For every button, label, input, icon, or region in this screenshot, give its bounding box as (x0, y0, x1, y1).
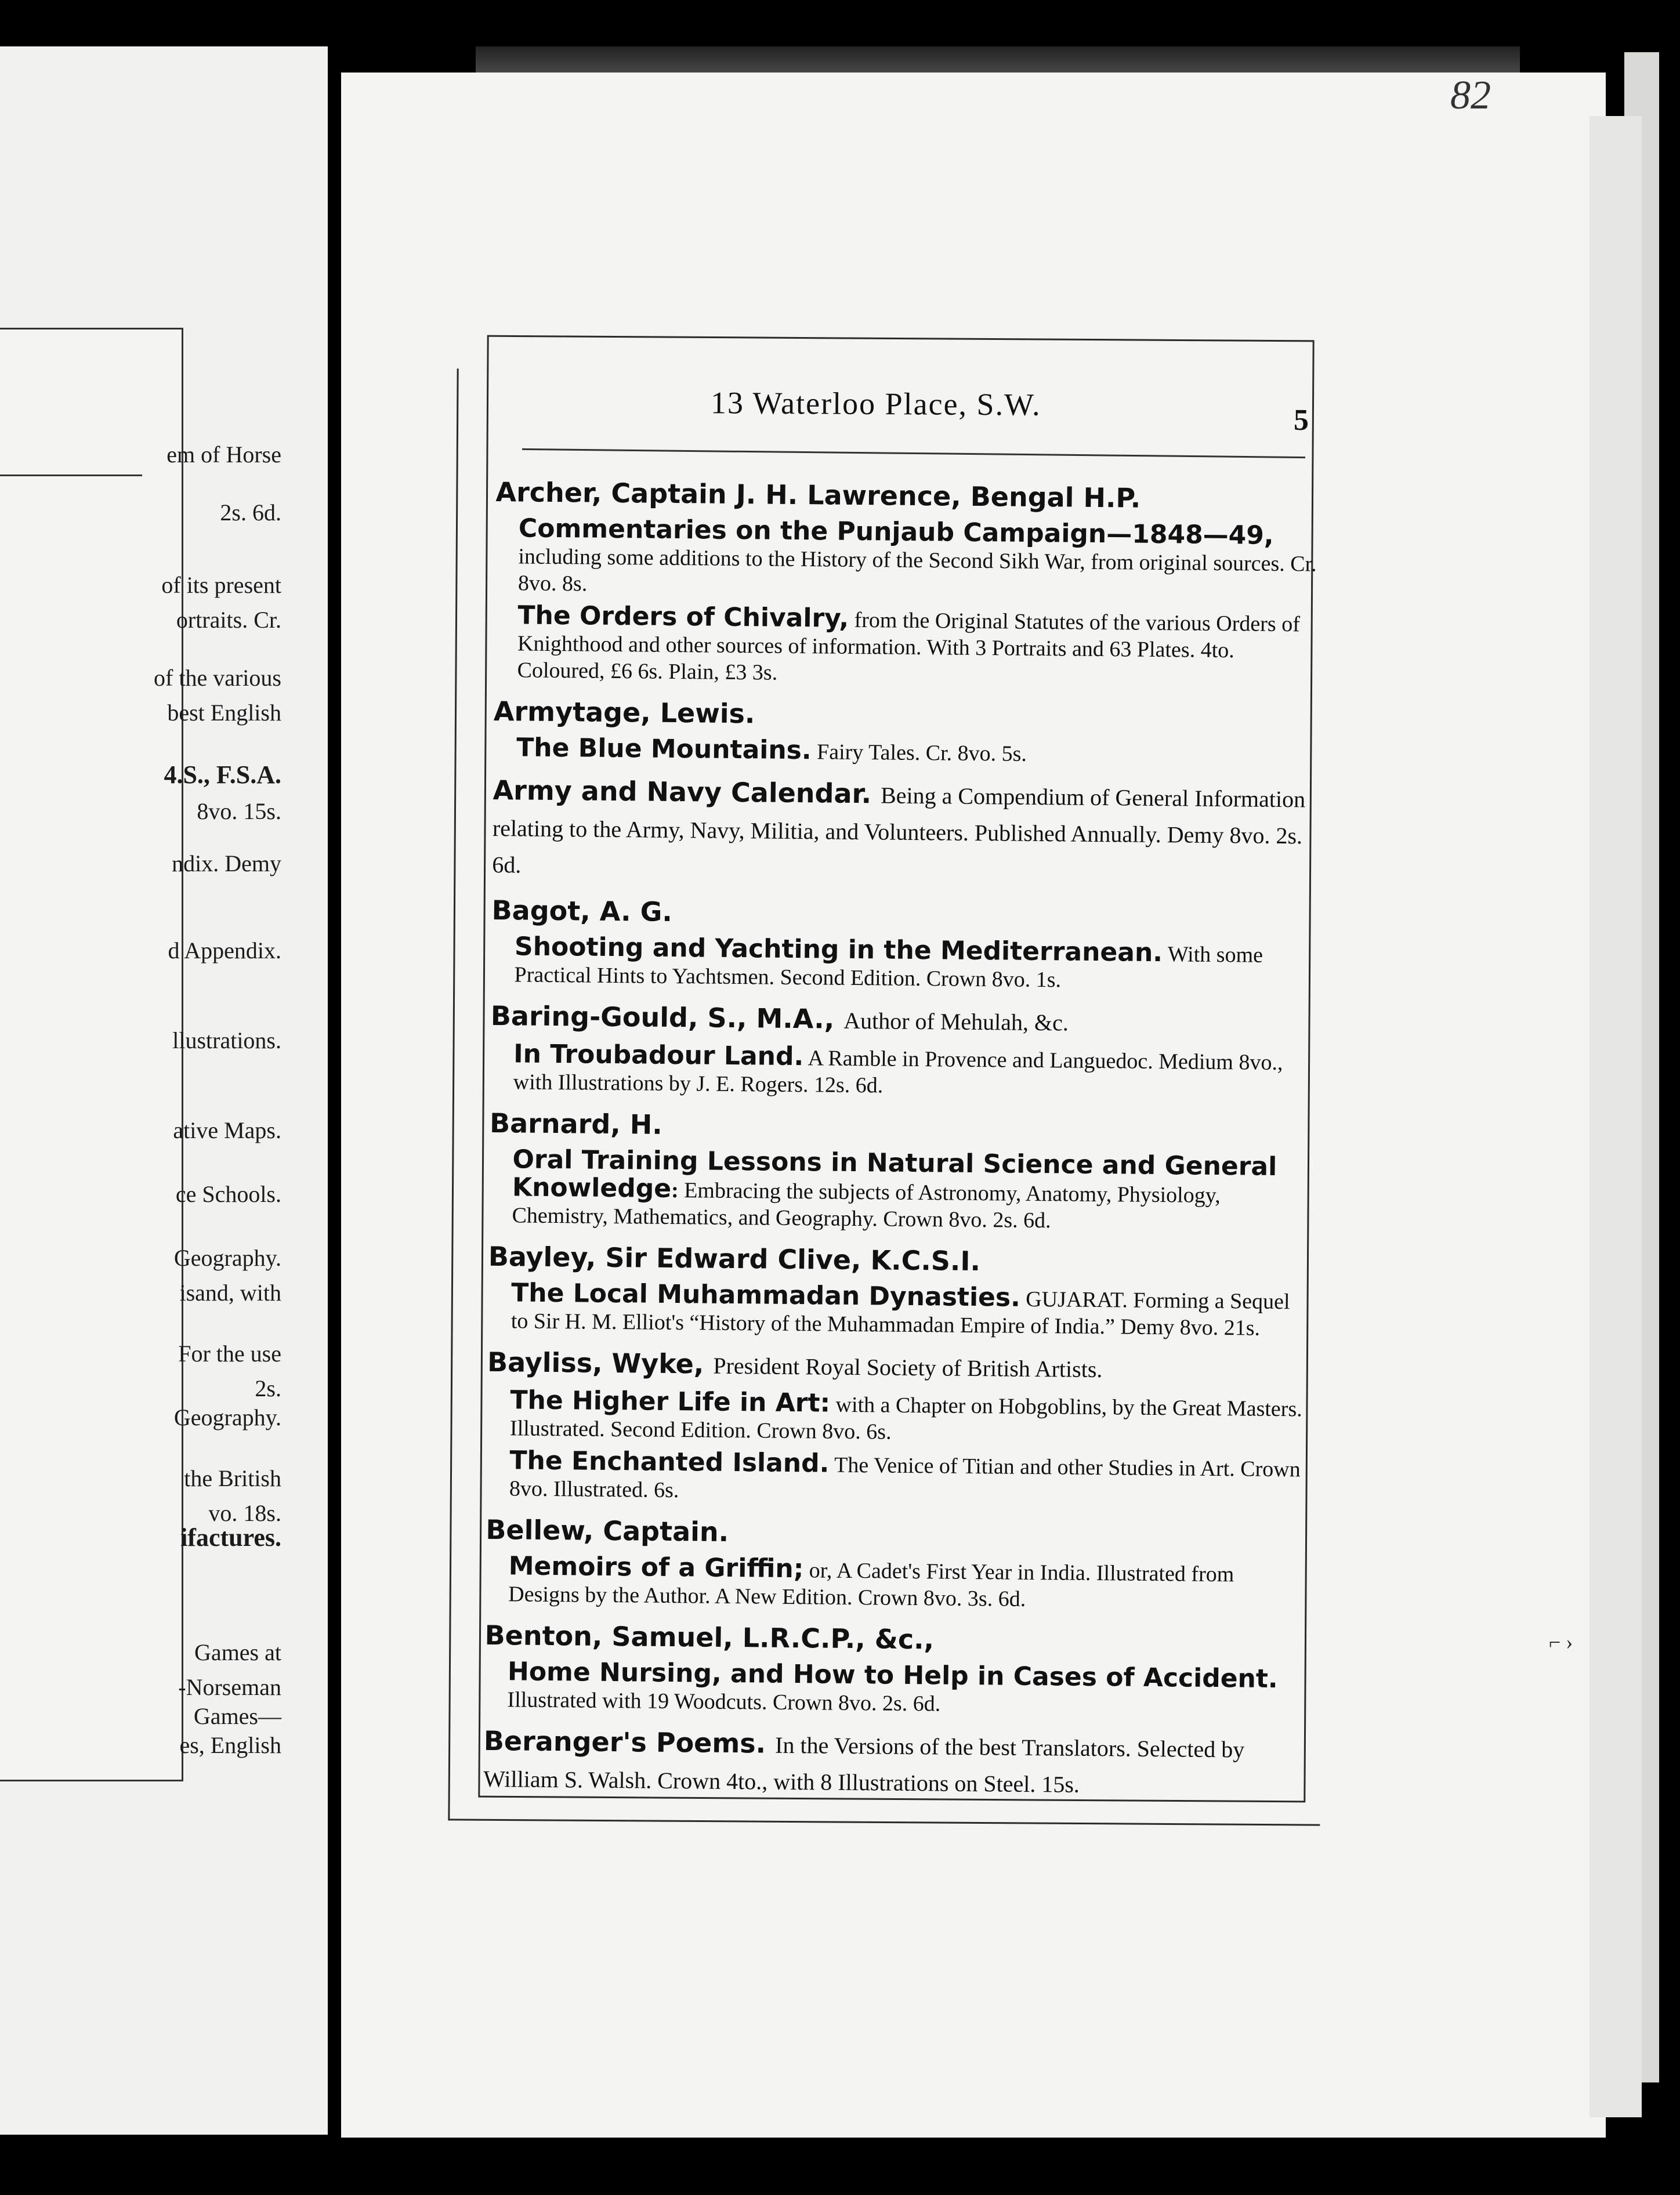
work-title: In Troubadour Land. (513, 1039, 804, 1072)
author-name: Army and Navy Calendar. (493, 774, 872, 810)
work-description: With some Practical Hints to Yachtsmen. Second Edition. Crown 8vo. 1s. (514, 942, 1263, 993)
margin-marks: ⌐ › (1549, 1631, 1573, 1654)
author-name: Bayliss, Wyke, (487, 1346, 704, 1380)
work-description: or, A Cadet's First Year in India. Illustrated from Designs by the Author. A New Edition. Crown 8vo. 3s. 6d. (508, 1558, 1234, 1611)
entry-author (483, 1723, 1308, 1805)
entry-author (484, 1618, 1309, 1661)
left-page-line: ce Schools. (175, 1181, 281, 1207)
corner-folio-note: 82 (1450, 73, 1491, 118)
work-item (514, 933, 1315, 995)
left-page-line: 2s. 6d. (220, 499, 281, 526)
catalogue-entry (490, 998, 1315, 1103)
catalogue-entry (488, 1239, 1313, 1342)
work-item (518, 515, 1319, 604)
entry-author (491, 998, 1315, 1043)
left-page-line: isand, with (179, 1280, 281, 1306)
left-page-line: llustrations. (172, 1027, 281, 1053)
catalogue-entry (491, 893, 1316, 996)
left-page-frame (0, 328, 183, 1781)
author-note: In the Versions of the best Translators. Selected by William S. Walsh. Crown 4to., with 8 Illustrations on Steel. 15s. (483, 1732, 1245, 1798)
work-item (510, 1387, 1311, 1449)
work-title: Oral Training Lessons in Natural Science and General Knowledge (512, 1144, 1277, 1204)
left-page-line: ortraits. Cr. (176, 607, 281, 633)
left-page (0, 46, 328, 2135)
work-item (508, 1553, 1309, 1615)
entry-author (495, 475, 1320, 517)
author-note: President Royal Society of British Artists. (713, 1352, 1103, 1383)
author-note: Author of Mehulah, &c. (843, 1007, 1069, 1036)
left-page-line: of its present (161, 572, 281, 598)
work-description: Embracing the subjects of Astronomy, Anatomy, Physiology, Chemistry, Mathematics, and Geography. Crown 8vo. 2s. 6d. (512, 1178, 1221, 1233)
work-item (513, 1041, 1315, 1103)
entry-author (491, 893, 1316, 936)
left-page-rule (0, 475, 142, 476)
left-page-line: d Appendix. (168, 937, 281, 964)
author-name: Bayley, Sir Edward Clive, K.C.S.I. (488, 1240, 981, 1277)
left-page-line: ative Maps. (173, 1117, 281, 1143)
author-name: Barnard, H. (489, 1107, 662, 1140)
catalogue-entry (484, 1618, 1309, 1721)
author-name: Bagot, A. G. (491, 894, 673, 928)
work-title: Home Nursing, and How to Help in Cases of Accident. (507, 1657, 1278, 1694)
left-page-line: of the various (154, 665, 281, 691)
catalogue-entry (483, 1723, 1308, 1805)
work-title: Shooting and Yachting in the Mediterranean. (514, 932, 1163, 968)
entry-author (486, 1512, 1310, 1555)
left-page-line: the British (184, 1465, 281, 1491)
work-title: Commentaries on the Punjaub Campaign—1848—49, (518, 513, 1274, 550)
work-title: Memoirs of a Griffin; (508, 1551, 804, 1584)
left-page-line: Games at (194, 1639, 281, 1665)
page-top-shadow (476, 46, 1520, 75)
page-edge (1590, 116, 1642, 2117)
left-page-line: best English (167, 700, 281, 726)
work-item (517, 602, 1318, 691)
left-page-line: 8vo. 15s. (197, 798, 281, 824)
work-item (516, 734, 1317, 770)
left-page-line: Geography. (173, 1404, 281, 1430)
work-title: The Local Muhammadan Dynasties. (511, 1278, 1021, 1313)
work-description: A Ramble in Provence and Languedoc. Medium 8vo., with Illustrations by J. E. Rogers. 12s. 6d. (513, 1046, 1283, 1098)
work-title: The Blue Mountains. (516, 733, 812, 766)
catalogue-list (483, 464, 1320, 1805)
entry-author (487, 1345, 1312, 1389)
left-page-line: For the use (178, 1341, 281, 1367)
page-number: 5 (1293, 403, 1309, 437)
author-name: Beranger's Poems. (483, 1725, 766, 1759)
work-item (509, 1447, 1310, 1509)
entry-author (488, 1239, 1313, 1282)
work-description: Fairy Tales. Cr. 8vo. 5s. (816, 740, 1027, 766)
left-page-line: 2s. (255, 1375, 281, 1401)
work-item (507, 1658, 1308, 1720)
entry-author (494, 694, 1318, 737)
left-page-line: ndix. Demy (172, 850, 281, 876)
work-title: The Enchanted Island. (509, 1446, 830, 1479)
author-name: Benton, Samuel, L.R.C.P., &c., (484, 1619, 935, 1656)
work-description: The Venice of Titian and other Studies in Art. Crown 8vo. Illustrated. 6s. (509, 1453, 1301, 1503)
catalogue-entry (494, 475, 1319, 691)
catalogue-entry (488, 1106, 1313, 1237)
left-page-line: Geography. (173, 1245, 281, 1271)
work-title: The Orders of Chivalry, (517, 600, 849, 633)
catalogue-entry (485, 1512, 1310, 1616)
catalogue-entry (493, 694, 1317, 770)
left-page-line: 4.S., F.S.A. (164, 760, 281, 789)
work-item (511, 1280, 1312, 1342)
work-description: GUJARAT. Forming a Sequel to Sir H. M. Elliot's “History of the Muhammadan Empire of India.” Demy 8vo. 21s. (510, 1287, 1290, 1341)
left-page-line: em of Horse (166, 441, 281, 468)
author-name: Bellew, Captain. (486, 1513, 729, 1548)
author-name: Baring-Gould, S., M.A., (490, 999, 835, 1035)
author-name: Armytage, Lewis. (493, 695, 755, 730)
running-head: 13 Waterloo Place, S.W. (710, 385, 1041, 422)
title-separator: : (671, 1178, 679, 1203)
work-title: The Higher Life in Art: (510, 1385, 831, 1418)
work-description: Illustrated with 19 Woodcuts. Crown 8vo. 2s. 6d. (507, 1687, 941, 1716)
entry-author (490, 1106, 1314, 1149)
entry-author (492, 773, 1317, 890)
work-description: from the Original Statutes of the various Orders of Knighthood and other sources of information. With 3 Portraits and 63 Plates. 4to. Coloured, £6 6s. Plain, £3 3s. (517, 607, 1301, 685)
catalogue-entry (492, 773, 1317, 890)
author-name: Archer, Captain J. H. Lawrence, Bengal H.P. (495, 476, 1141, 514)
author-note: Being a Compendium of General Information relating to the Army, Navy, Militia, and Volunteers. Published Annually. Demy 8vo. 2s. 6d. (492, 782, 1306, 878)
left-page-line: Games— (193, 1703, 281, 1729)
catalogue-entry (486, 1345, 1312, 1510)
work-description: including some additions to the History of the Second Sikh War, from original sources. Cr. 8vo. 8s. (517, 544, 1317, 596)
left-page-line: ifactures. (180, 1523, 281, 1552)
work-description: with a Chapter on Hobgoblins, by the Great Masters. Illustrated. Second Edition. Crown 8vo. 6s. (509, 1392, 1302, 1444)
left-page-line: vo. 18s. (208, 1500, 281, 1526)
left-page-line: es, English (179, 1732, 281, 1758)
work-item (512, 1146, 1313, 1236)
left-page-line: -Norseman (178, 1674, 281, 1700)
